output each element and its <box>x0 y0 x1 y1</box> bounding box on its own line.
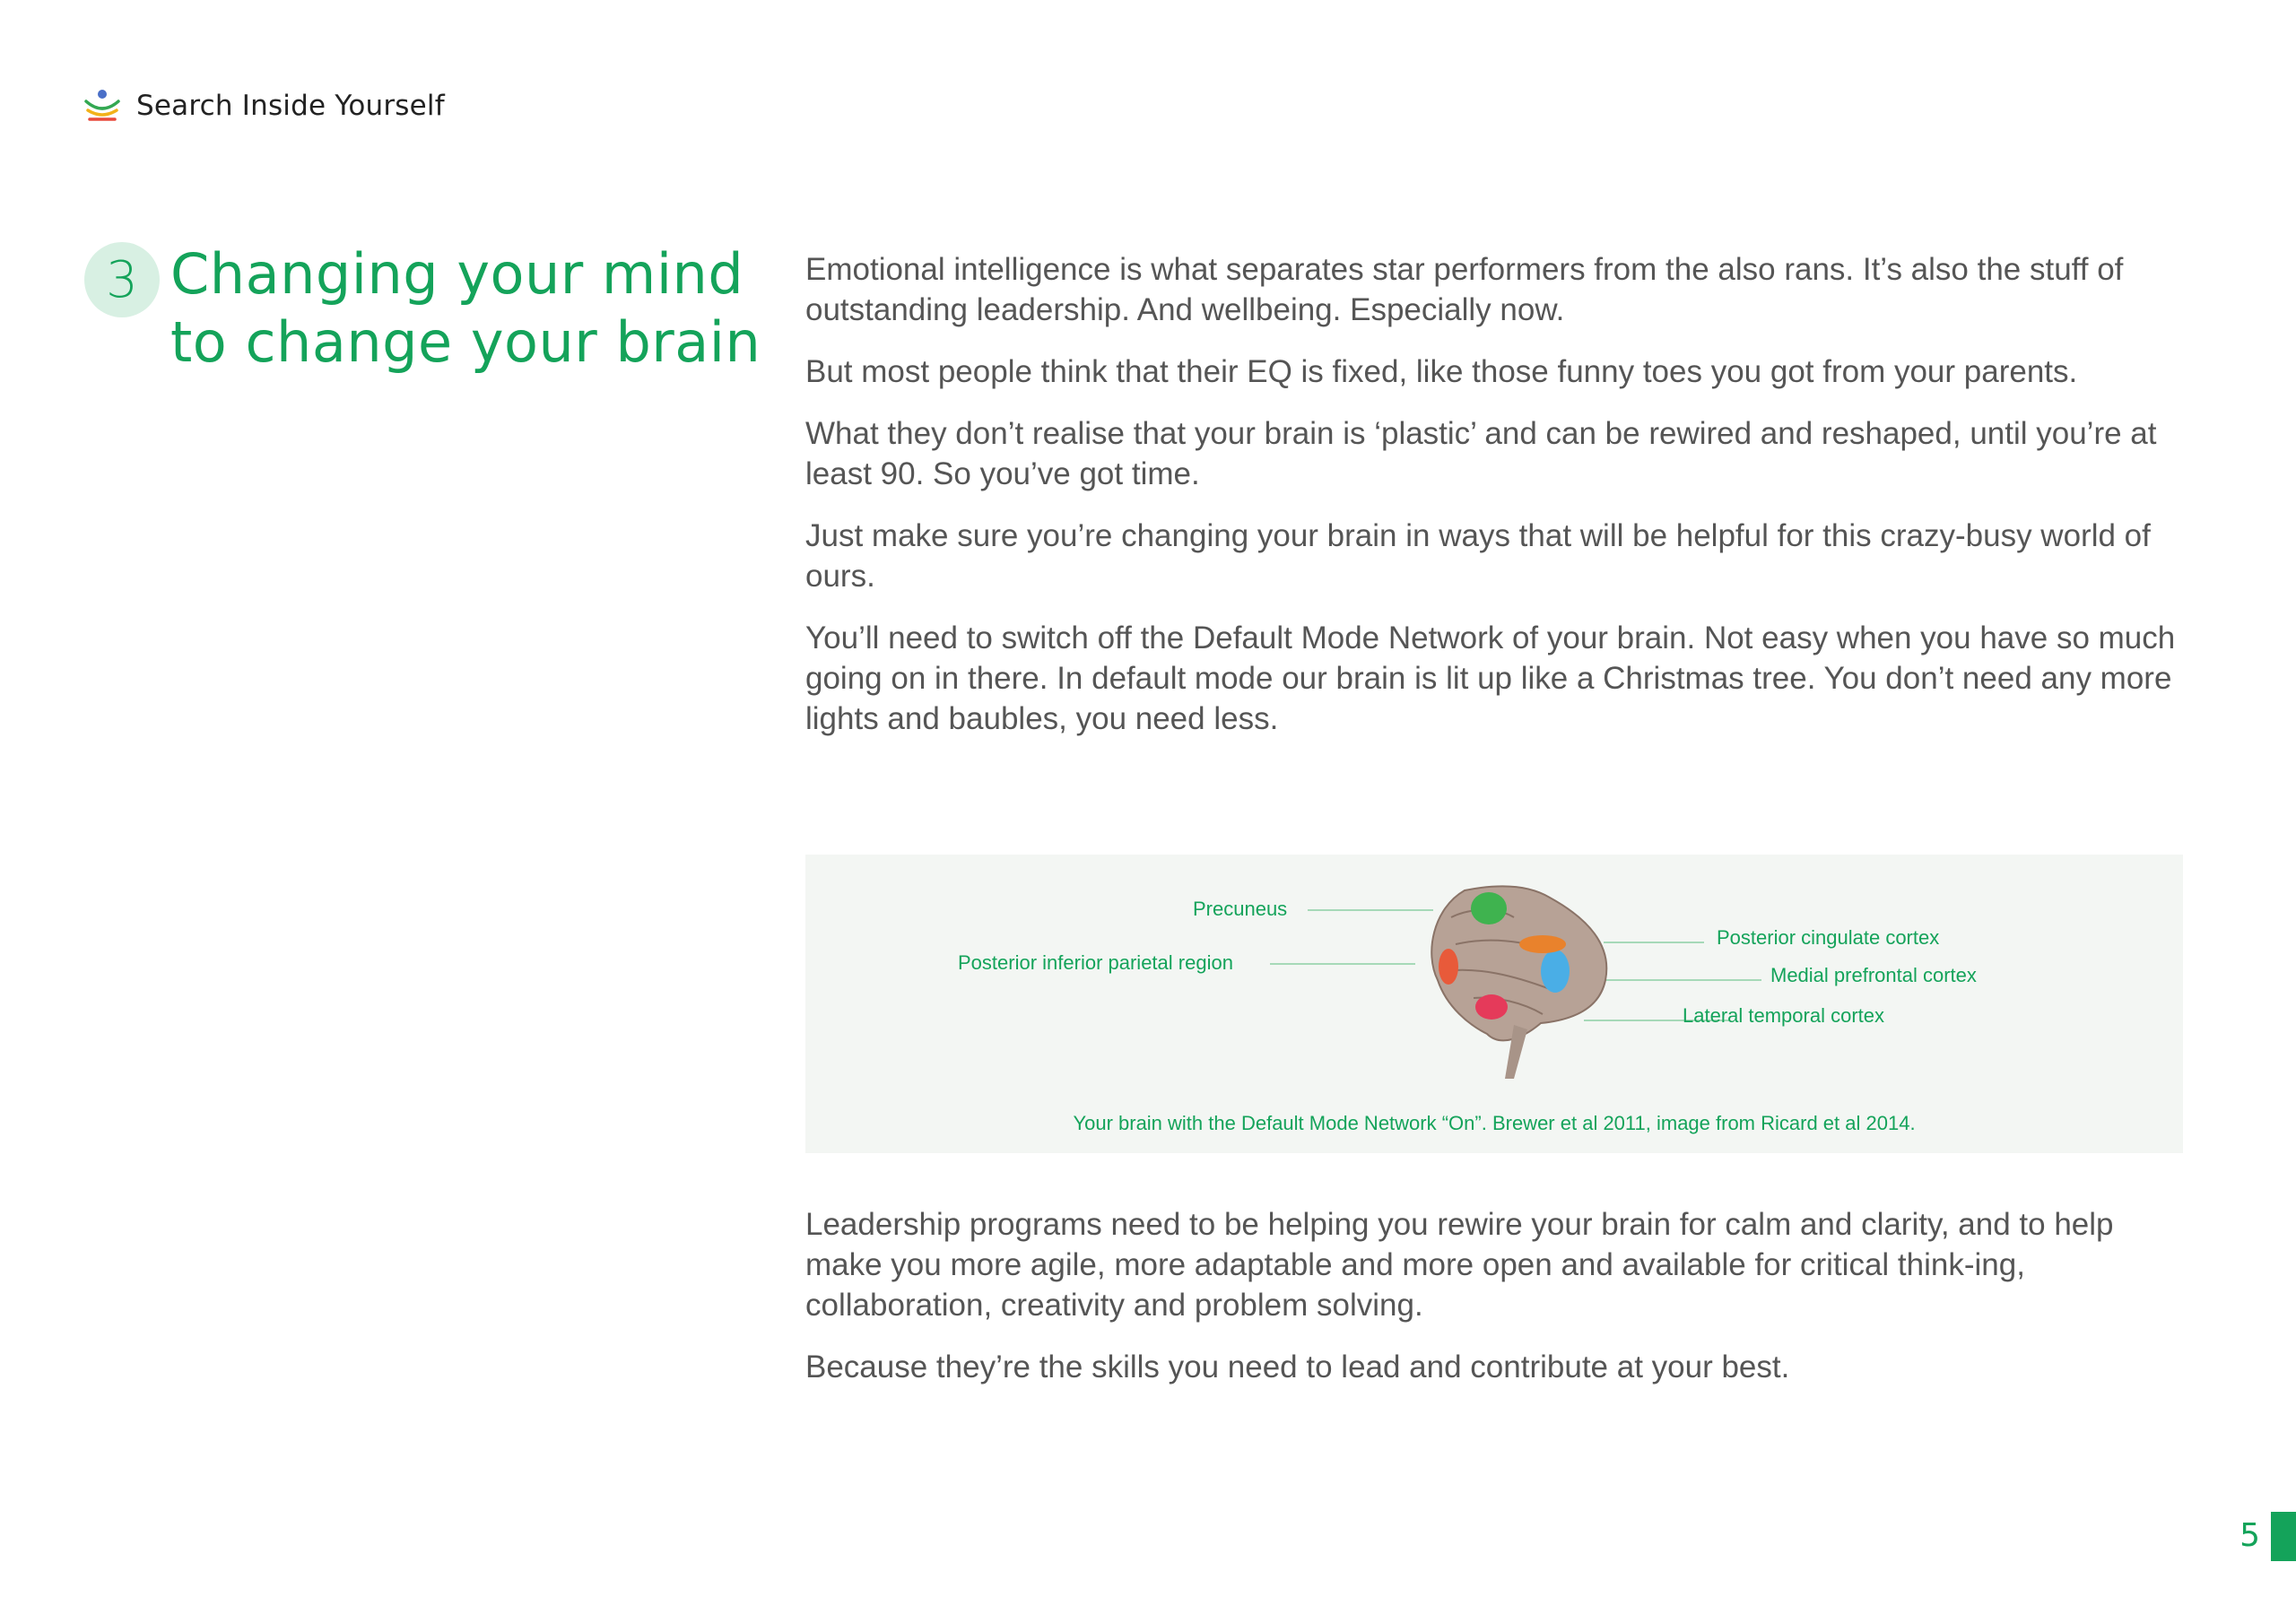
page-tab-marker <box>2271 1512 2296 1561</box>
label-posterior-inferior-parietal: Posterior inferior parietal region <box>958 951 1233 974</box>
intro-paragraphs <box>805 249 2183 760</box>
paragraph: You’ll need to switch off the Default Mode Network of your brain. Not easy when you have so much going on in there. In default mode our brain is lit up like a Christmas tree. You don’t need any more lights and baubles, you need less. <box>805 621 2176 736</box>
brain-figure-graphic <box>805 855 2183 1153</box>
paragraph: Leadership programs need to be helping you rewire your brain for calm and clarity, and to help make you more agile, more adaptable and more open and available for critical think-ing, collaboration, creativity and problem solving. <box>805 1207 2114 1323</box>
paragraph: But most people think that their EQ is fixed, like those funny toes you got from your parents. <box>805 354 2078 389</box>
figure-caption: Your brain with the Default Mode Network “On”. Brewer et al 2011, image from Ricard et al 2014. <box>1073 1112 1916 1134</box>
label-lateral-temporal: Lateral temporal cortex <box>1683 1004 1884 1027</box>
page-number: 5 <box>2239 1517 2260 1554</box>
brain-illustration-icon <box>1431 886 1606 1079</box>
paragraph: Emotional intelligence is what separates star performers from the also rans. It’s also the stuff of outstanding leadership. And wellbeing. Especially now. <box>805 252 2124 327</box>
chapter-title: Changing your mind to change your brain <box>170 241 761 375</box>
brain-figure <box>805 855 2183 1153</box>
meditating-figure-logo-icon <box>83 86 122 126</box>
brand-header <box>83 86 445 126</box>
label-posterior-cingulate: Posterior cingulate cortex <box>1717 926 1940 949</box>
paragraph: What they don’t realise that your brain is ‘plastic’ and can be rewired and reshaped, until you’re at least 90. So you’ve got time. <box>805 416 2157 491</box>
brand-name: Search Inside Yourself <box>136 90 445 122</box>
closing-paragraphs <box>805 1204 2183 1409</box>
label-medial-prefrontal: Medial prefrontal cortex <box>1770 964 1977 986</box>
paragraph: Because they’re the skills you need to lead and contribute at your best. <box>805 1350 1790 1384</box>
label-precuneus: Precuneus <box>1193 898 1288 920</box>
chapter-number-badge: 3 <box>84 242 160 317</box>
paragraph: Just make sure you’re changing your brain in ways that will be helpful for this crazy-busy world of ours. <box>805 518 2151 594</box>
